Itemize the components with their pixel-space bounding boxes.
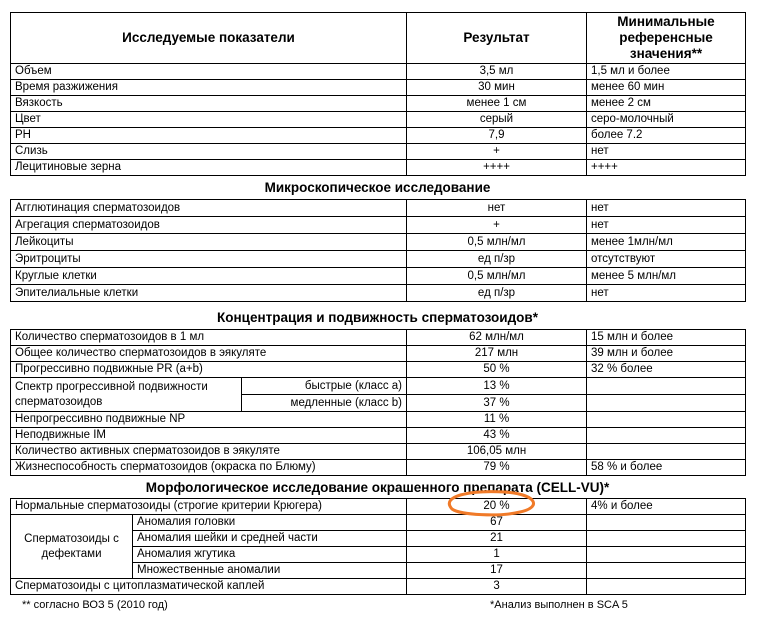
row-result: 13 % [407, 378, 587, 395]
row-label: Время разжижения [11, 80, 407, 96]
table-row [11, 160, 746, 176]
footnote-right: *Анализ выполнен в SCA 5 [490, 599, 628, 611]
basic-params-table [10, 12, 746, 176]
row-result: 106,05 млн [407, 444, 587, 460]
row-label: Лецитиновые зерна [11, 160, 407, 176]
row-ref: серо-молочный [587, 112, 746, 128]
header-result: Результат [407, 13, 587, 64]
row-ref: 4% и более [587, 499, 746, 515]
header-reference: Минимальные референсные значения** [587, 13, 746, 64]
row-result: 3,5 мл [407, 64, 587, 80]
table-row [11, 362, 746, 378]
row-ref: 58 % и более [587, 460, 746, 476]
row-sublabel: Множественные аномалии [133, 563, 407, 579]
micro-table [10, 199, 746, 302]
row-ref [587, 444, 746, 460]
row-result: 11 % [407, 412, 587, 428]
row-result: 21 [407, 531, 587, 547]
row-label: Эпителиальные клетки [11, 285, 407, 302]
row-ref: 39 млн и более [587, 346, 746, 362]
row-ref: менее 5 млн/мл [587, 268, 746, 285]
micro-section-title: Микроскопическое исследование [264, 180, 491, 195]
row-label: Цвет [11, 112, 407, 128]
row-ref [587, 428, 746, 444]
table-row [11, 200, 746, 217]
row-ref: менее 2 см [587, 96, 746, 112]
row-sublabel: медленные (класс b) [242, 395, 407, 412]
table-row [11, 217, 746, 234]
row-ref [587, 547, 746, 563]
table-row [11, 251, 746, 268]
row-result: 30 мин [407, 80, 587, 96]
footnote-left: ** согласно ВОЗ 5 (2010 год) [22, 599, 168, 611]
row-result: 43 % [407, 428, 587, 444]
row-ref [587, 412, 746, 428]
row-label: Круглые клетки [11, 268, 407, 285]
table-row [11, 460, 746, 476]
table-row [11, 112, 746, 128]
defects-label: Сперматозоиды с дефектами [11, 515, 133, 579]
table-row [11, 428, 746, 444]
row-sublabel: Аномалия шейки и средней части [133, 531, 407, 547]
row-result: 0,5 млн/мл [407, 234, 587, 251]
row-sublabel: Аномалия жгутика [133, 547, 407, 563]
row-result: + [407, 144, 587, 160]
table-row [11, 234, 746, 251]
row-sublabel: Аномалия головки [133, 515, 407, 531]
row-label: Эритроциты [11, 251, 407, 268]
table-row [11, 346, 746, 362]
row-ref: нет [587, 285, 746, 302]
row-ref: отсутствуют [587, 251, 746, 268]
table-row [11, 330, 746, 346]
conc-table [10, 329, 746, 476]
conc-section-title: Концентрация и подвижность сперматозоидов* [217, 310, 538, 325]
table-row [11, 444, 746, 460]
row-result: 217 млн [407, 346, 587, 362]
row-label: Общее количество сперматозоидов в эякуляте [11, 346, 407, 362]
table-row [11, 80, 746, 96]
row-ref: 1,5 мл и более [587, 64, 746, 80]
row-result: ед п/зр [407, 251, 587, 268]
morph-section-title: Морфологическое исследование окрашенного препарата (CELL-VU)* [145, 480, 610, 495]
row-ref [587, 515, 746, 531]
row-label: Лейкоциты [11, 234, 407, 251]
table-row [11, 64, 746, 80]
row-ref: нет [587, 200, 746, 217]
row-label: Вязкость [11, 96, 407, 112]
row-result: 50 % [407, 362, 587, 378]
table-row [11, 412, 746, 428]
row-result: 62 млн/мл [407, 330, 587, 346]
row-ref [587, 579, 746, 595]
row-ref [587, 531, 746, 547]
row-ref [587, 395, 746, 412]
row-label: Агглютинация сперматозоидов [11, 200, 407, 217]
row-result: 7,9 [407, 128, 587, 144]
row-result: ед п/зр [407, 285, 587, 302]
header-params: Исследуемые показатели [11, 13, 407, 64]
row-label: Нормальные сперматозоиды (строгие критерии Крюгера) [11, 499, 407, 515]
row-ref [587, 378, 746, 395]
row-ref: менее 1млн/мл [587, 234, 746, 251]
row-ref: 15 млн и более [587, 330, 746, 346]
row-label: Неподвижные IM [11, 428, 407, 444]
table-row [11, 144, 746, 160]
row-result: 20 % [407, 499, 587, 515]
row-result: 3 [407, 579, 587, 595]
row-result: + [407, 217, 587, 234]
row-ref: нет [587, 217, 746, 234]
row-result: нет [407, 200, 587, 217]
table-header-row [11, 13, 746, 64]
row-result: 37 % [407, 395, 587, 412]
row-ref: нет [587, 144, 746, 160]
row-label: Непрогрессивно подвижные NP [11, 412, 407, 428]
row-result: 17 [407, 563, 587, 579]
spectrum-label: Спектр прогрессивной подвижности сперматозоидов [11, 378, 242, 412]
row-label: Количество активных сперматозоидов в эякуляте [11, 444, 407, 460]
row-label: Количество сперматозоидов в 1 мл [11, 330, 407, 346]
row-ref: ++++ [587, 160, 746, 176]
table-row [11, 378, 746, 395]
row-result: 0,5 млн/мл [407, 268, 587, 285]
row-result: ++++ [407, 160, 587, 176]
row-label: Прогрессивно подвижные PR (a+b) [11, 362, 407, 378]
row-label: Слизь [11, 144, 407, 160]
morph-table [10, 498, 746, 595]
row-ref: более 7.2 [587, 128, 746, 144]
table-row [11, 96, 746, 112]
row-ref: менее 60 мин [587, 80, 746, 96]
row-result: 79 % [407, 460, 587, 476]
row-label: Жизнеспособность сперматозоидов (окраска по Блюму) [11, 460, 407, 476]
row-label: Сперматозоиды с цитоплазматической каплей [11, 579, 407, 595]
table-row [11, 515, 746, 531]
row-result: серый [407, 112, 587, 128]
row-label: Объем [11, 64, 407, 80]
row-label: PH [11, 128, 407, 144]
row-result: менее 1 см [407, 96, 587, 112]
table-row [11, 579, 746, 595]
row-label: Агрегация сперматозоидов [11, 217, 407, 234]
table-row [11, 128, 746, 144]
row-ref: 32 % более [587, 362, 746, 378]
table-row [11, 285, 746, 302]
row-result: 67 [407, 515, 587, 531]
table-row [11, 268, 746, 285]
row-ref [587, 563, 746, 579]
table-row [11, 499, 746, 515]
row-result: 1 [407, 547, 587, 563]
row-sublabel: быстрые (класс а) [242, 378, 407, 395]
